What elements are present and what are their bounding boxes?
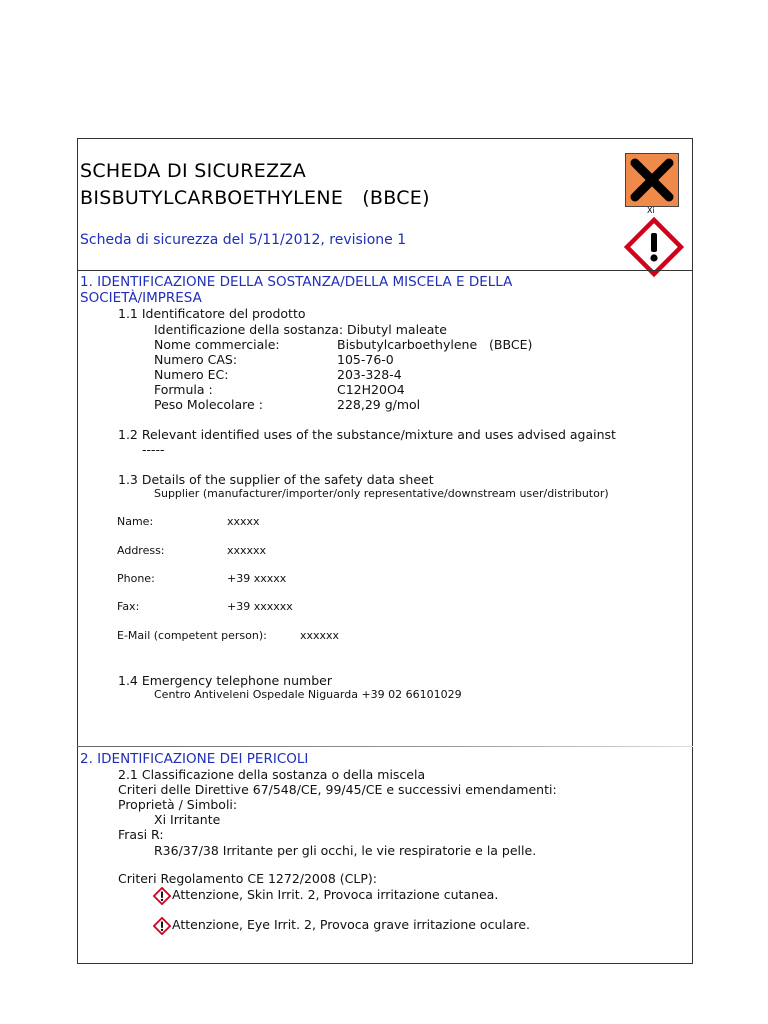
supplier-address-label: Address: xyxy=(117,544,165,557)
molecular-weight-label: Peso Molecolare : xyxy=(154,397,263,412)
clp-skin-statement: Attenzione, Skin Irrit. 2, Provoca irritazione cutanea. xyxy=(172,887,499,902)
properties-label: Proprietà / Simboli: xyxy=(118,797,238,812)
section1-heading-line2: SOCIETÀ/IMPRESA xyxy=(80,290,202,306)
formula-label: Formula : xyxy=(154,382,213,397)
s12-title: 1.2 Relevant identified uses of the substance/mixture and uses advised against xyxy=(118,427,616,442)
ghs-exclamation-icon xyxy=(624,217,684,277)
section1-heading xyxy=(80,274,512,306)
properties-value: Xi Irritante xyxy=(154,812,221,827)
section1-heading-line1: 1. IDENTIFICAZIONE DELLA SOSTANZA/DELLA MISCELA E DELLA xyxy=(80,274,513,290)
xi-label: Xi xyxy=(647,206,655,215)
ec-value: 203-328-4 xyxy=(337,367,402,382)
supplier-email-value: xxxxxx xyxy=(300,629,340,642)
supplier-address-value: xxxxxx xyxy=(227,544,267,557)
supplier-email-label: E-Mail (competent person): xyxy=(117,629,267,642)
substance-title: BISBUTYLCARBOETHYLENE (BBCE) xyxy=(80,187,430,209)
molecular-weight-value: 228,29 g/mol xyxy=(337,397,421,412)
s21-title: 2.1 Classificazione della sostanza o della miscela xyxy=(118,767,426,782)
emergency-number: Centro Antiveleni Ospedale Niguarda +39 02 66101029 xyxy=(154,688,462,701)
cas-value: 105-76-0 xyxy=(337,352,394,367)
header-divider xyxy=(77,270,693,271)
s13-subtitle: Supplier (manufacturer/importer/only representative/downstream user/distributor) xyxy=(154,487,609,500)
s11-title: 1.1 Identificatore del prodotto xyxy=(118,306,306,321)
supplier-phone-value: +39 xxxxx xyxy=(227,572,287,585)
r-phrases-value: R36/37/38 Irritante per gli occhi, le vie respiratorie e la pelle. xyxy=(154,843,537,858)
cas-label: Numero CAS: xyxy=(154,352,238,367)
section-divider xyxy=(77,746,693,747)
supplier-fax-value: +39 xxxxxx xyxy=(227,600,293,613)
supplier-name-label: Name: xyxy=(117,515,154,528)
xi-hazard-icon xyxy=(625,153,679,207)
document-frame xyxy=(77,138,693,964)
directive-criteria: Criteri delle Direttive 67/548/CE, 99/45/CE e successivi emendamenti: xyxy=(118,782,557,797)
supplier-fax-label: Fax: xyxy=(117,600,140,613)
r-phrases-label: Frasi R: xyxy=(118,827,164,842)
supplier-phone-label: Phone: xyxy=(117,572,155,585)
ec-label: Numero EC: xyxy=(154,367,229,382)
substance-identification: Identificazione della sostanza: Dibutyl maleate xyxy=(154,322,447,337)
clp-criteria-label: Criteri Regolamento CE 1272/2008 (CLP): xyxy=(118,871,377,886)
trade-name-value: Bisbutylcarboethylene (BBCE) xyxy=(337,337,533,352)
revision-subtitle: Scheda di sicurezza del 5/11/2012, revisione 1 xyxy=(80,232,407,248)
section2-heading: 2. IDENTIFICAZIONE DEI PERICOLI xyxy=(80,751,309,767)
supplier-name-value: xxxxx xyxy=(227,515,260,528)
clp-eye-statement: Attenzione, Eye Irrit. 2, Provoca grave irritazione oculare. xyxy=(172,917,531,932)
formula-value: C12H20O4 xyxy=(337,382,405,397)
s13-title: 1.3 Details of the supplier of the safety data sheet xyxy=(118,472,434,487)
clp-exclamation-icon xyxy=(153,887,171,905)
s12-value: ----- xyxy=(142,442,165,457)
trade-name-label: Nome commerciale: xyxy=(154,337,280,352)
s14-title: 1.4 Emergency telephone number xyxy=(118,673,332,688)
clp-exclamation-icon xyxy=(153,917,171,935)
document-title: SCHEDA DI SICUREZZA xyxy=(80,160,306,182)
